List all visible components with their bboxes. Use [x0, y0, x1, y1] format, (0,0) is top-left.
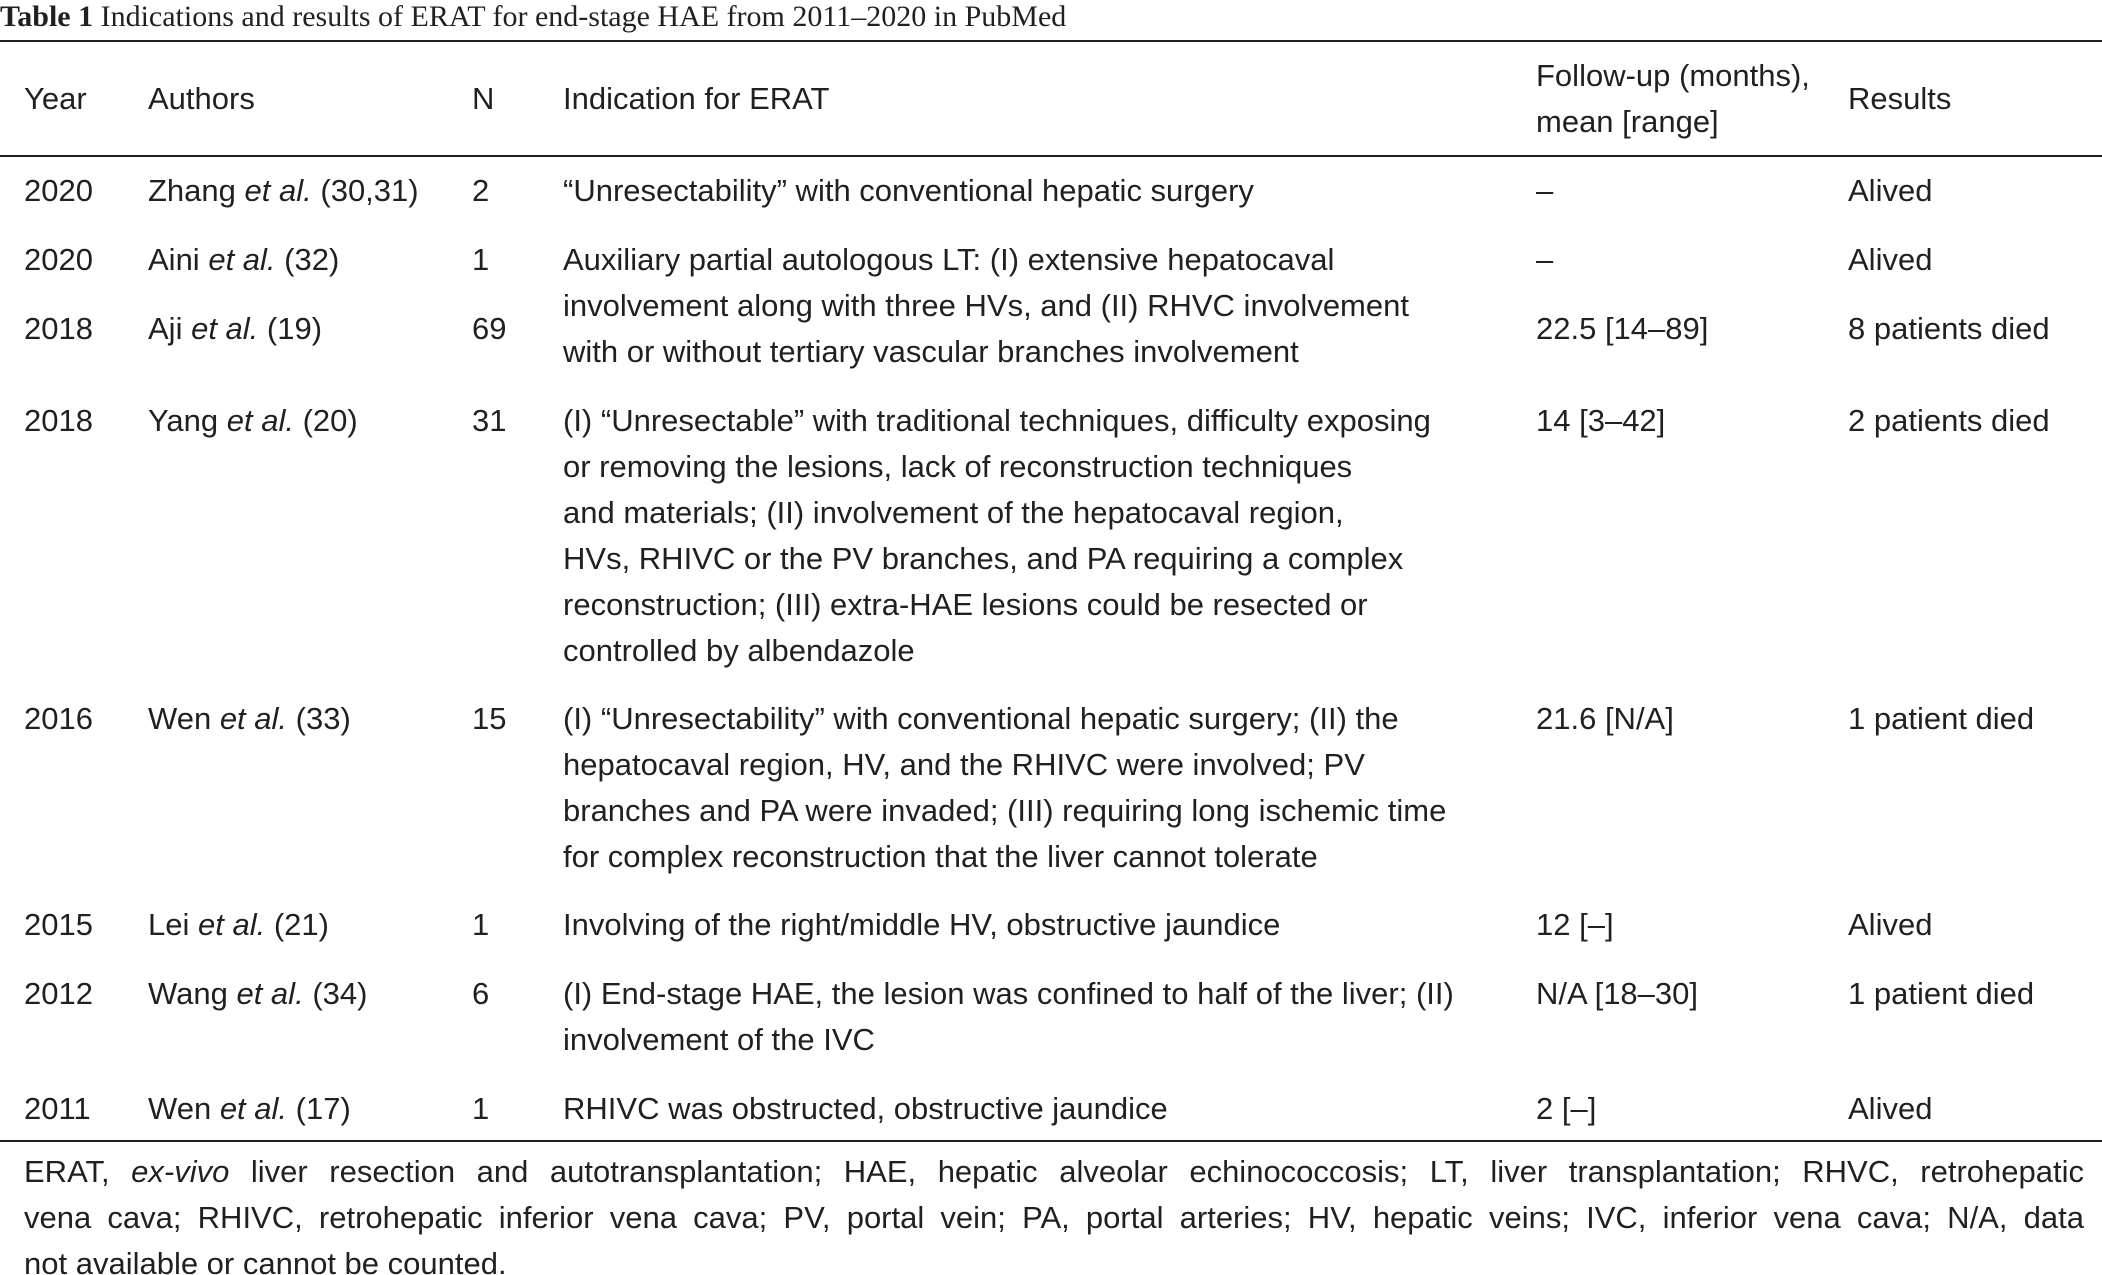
author-name: Aini	[148, 242, 200, 277]
cell-result: 1 patient died	[1848, 976, 2035, 1011]
cell-result: Alived	[1848, 173, 1933, 208]
indication-line: “Unresectability” with conventional hepatic surgery	[563, 173, 1254, 208]
cell-year: 2011	[24, 1091, 91, 1126]
indication-line: and materials; (II) involvement of the hepatocaval region,	[563, 495, 1344, 530]
cell-year: 2018	[24, 403, 93, 438]
footnote-line: not available or cannot be counted.	[24, 1246, 507, 1275]
author-etal: et al.	[244, 173, 312, 208]
table-label: Table 1	[0, 0, 94, 33]
header-followup-line2: mean [range]	[1536, 104, 1719, 139]
cell-indication	[563, 168, 1254, 214]
cell-year: 2016	[24, 701, 93, 736]
author-ref: (34)	[312, 976, 368, 1011]
cell-result: 1 patient died	[1848, 701, 2035, 736]
indication-line: controlled by albendazole	[563, 633, 915, 668]
author-ref: (21)	[273, 907, 329, 942]
author-ref: (33)	[295, 701, 351, 736]
author-name: Zhang	[148, 173, 236, 208]
table-caption	[0, 0, 1066, 40]
cell-result: 8 patients died	[1848, 311, 2050, 346]
author-ref: (30,31)	[320, 173, 419, 208]
author-name: Wen	[148, 701, 212, 736]
cell-followup: 22.5 [14–89]	[1536, 311, 1709, 346]
cell-n: 2	[472, 173, 490, 208]
cell-result: 2 patients died	[1848, 403, 2050, 438]
author-name: Lei	[148, 907, 190, 942]
cell-indication	[563, 696, 1446, 880]
cell-followup: 2 [–]	[1536, 1091, 1597, 1126]
cell-author	[148, 237, 339, 283]
header-results: Results	[1848, 81, 1952, 116]
indication-line: (I) End-stage HAE, the lesion was confined to half of the liver; (II)	[563, 976, 1454, 1011]
header-followup-line1: Follow-up (months),	[1536, 58, 1810, 93]
cell-result: Alived	[1848, 907, 1933, 942]
header-authors: Authors	[148, 81, 255, 116]
author-name: Wang	[148, 976, 228, 1011]
cell-indication	[563, 1086, 1168, 1132]
cell-author	[148, 306, 322, 352]
author-etal: et al.	[219, 701, 288, 736]
indication-line: for complex reconstruction that the liver cannot tolerate	[563, 839, 1318, 874]
cell-indication-shared	[563, 237, 1409, 375]
author-ref: (32)	[284, 242, 340, 277]
cell-year: 2020	[24, 173, 93, 208]
cell-result: Alived	[1848, 242, 1933, 277]
footnote-line: vena cava; RHIVC, retrohepatic inferior vena cava; PV, portal vein; PA, portal arteries; HV, hepatic veins; IVC, inferior vena cava; N/A, data	[24, 1200, 2084, 1235]
header-year: Year	[24, 81, 87, 116]
cell-n: 1	[472, 1091, 490, 1126]
cell-indication	[563, 902, 1280, 948]
cell-year: 2015	[24, 907, 93, 942]
cell-followup: N/A [18–30]	[1536, 976, 1699, 1011]
indication-line: reconstruction; (III) extra-HAE lesions could be resected or	[563, 587, 1368, 622]
header-rule	[0, 155, 2102, 157]
bottom-rule	[0, 1140, 2102, 1142]
cell-followup: 14 [3–42]	[1536, 403, 1666, 438]
cell-indication	[563, 971, 1454, 1063]
indication-line: RHIVC was obstructed, obstructive jaundice	[563, 1091, 1168, 1126]
author-etal: et al.	[236, 976, 304, 1011]
top-rule	[0, 40, 2102, 42]
footnote-text: liver resection and autotransplantation; HAE, hepatic alveolar echinococcosis; LT, liver transplantation; RHVC, retrohepatic	[250, 1154, 2084, 1189]
author-name: Wen	[148, 1091, 212, 1126]
cell-followup: 21.6 [N/A]	[1536, 701, 1674, 736]
indication-line: Involving of the right/middle HV, obstructive jaundice	[563, 907, 1281, 942]
footnote-line	[24, 1149, 2084, 1195]
author-etal: et al.	[208, 242, 276, 277]
cell-followup: –	[1536, 242, 1554, 277]
author-etal: et al.	[226, 403, 294, 438]
author-name: Yang	[148, 403, 219, 438]
footnote-text: ERAT,	[24, 1154, 110, 1189]
footnote-italic: ex-vivo	[131, 1154, 230, 1189]
author-etal: et al.	[198, 907, 266, 942]
header-n: N	[472, 81, 495, 116]
author-name: Aji	[148, 311, 183, 346]
cell-followup: –	[1536, 173, 1554, 208]
cell-n: 1	[472, 242, 490, 277]
indication-line: involvement of the IVC	[563, 1022, 875, 1057]
table-footnote	[24, 1149, 2084, 1275]
author-ref: (17)	[295, 1091, 351, 1126]
cell-author	[148, 902, 329, 948]
cell-n: 1	[472, 907, 490, 942]
author-ref: (20)	[302, 403, 358, 438]
indication-line: involvement along with three HVs, and (II) RHVC involvement	[563, 288, 1409, 323]
cell-n: 15	[472, 701, 507, 736]
indication-line: or removing the lesions, lack of reconstruction techniques	[563, 449, 1353, 484]
indication-line: HVs, RHIVC or the PV branches, and PA requiring a complex	[563, 541, 1404, 576]
cell-year: 2012	[24, 976, 93, 1011]
cell-author	[148, 971, 367, 1017]
indication-line: with or without tertiary vascular branches involvement	[563, 334, 1299, 369]
indication-line: Auxiliary partial autologous LT: (I) extensive hepatocaval	[563, 242, 1335, 277]
author-etal: et al.	[191, 311, 259, 346]
cell-followup: 12 [–]	[1536, 907, 1614, 942]
cell-author	[148, 168, 419, 214]
cell-author	[148, 696, 351, 742]
header-indication: Indication for ERAT	[563, 81, 830, 116]
author-etal: et al.	[219, 1091, 288, 1126]
indication-line: branches and PA were invaded; (III) requiring long ischemic time	[563, 793, 1447, 828]
cell-n: 31	[472, 403, 507, 438]
cell-result: Alived	[1848, 1091, 1933, 1126]
cell-year: 2020	[24, 242, 93, 277]
cell-n: 69	[472, 311, 507, 346]
cell-year: 2018	[24, 311, 93, 346]
cell-n: 6	[472, 976, 490, 1011]
indication-line: hepatocaval region, HV, and the RHIVC were involved; PV	[563, 747, 1365, 782]
indication-line: (I) “Unresectability” with conventional hepatic surgery; (II) the	[563, 701, 1399, 736]
author-ref: (19)	[266, 311, 323, 346]
cell-indication	[563, 398, 1431, 674]
indication-line: (I) “Unresectable” with traditional techniques, difficulty exposing	[563, 403, 1431, 438]
cell-author	[148, 398, 358, 444]
table-title: Indications and results of ERAT for end-stage HAE from 2011–2020 in PubMed	[100, 0, 1067, 33]
cell-author	[148, 1086, 351, 1132]
